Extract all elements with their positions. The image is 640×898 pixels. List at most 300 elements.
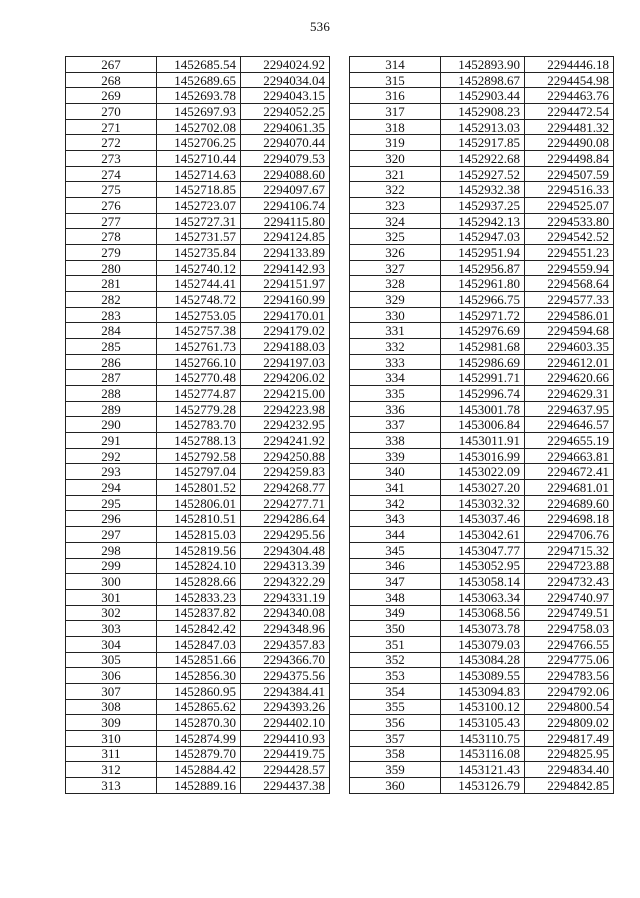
x-coordinate-cell: 1452917.85 [441, 135, 525, 151]
y-coordinate-cell: 2294834.40 [525, 762, 614, 778]
y-coordinate-cell: 2294179.02 [241, 323, 330, 339]
table-row [66, 527, 330, 543]
y-coordinate-cell: 2294603.35 [525, 339, 614, 355]
point-number-cell: 302 [66, 605, 157, 621]
x-coordinate-cell: 1452806.01 [157, 495, 241, 511]
point-number-cell: 300 [66, 574, 157, 590]
table-row [66, 323, 330, 339]
y-coordinate-cell: 2294809.02 [525, 715, 614, 731]
point-number-cell: 289 [66, 401, 157, 417]
y-coordinate-cell: 2294446.18 [525, 57, 614, 73]
point-number-cell: 292 [66, 448, 157, 464]
point-number-cell: 351 [350, 636, 441, 652]
y-coordinate-cell: 2294637.95 [525, 401, 614, 417]
point-number-cell: 279 [66, 245, 157, 261]
y-coordinate-cell: 2294232.95 [241, 417, 330, 433]
table-row [66, 668, 330, 684]
x-coordinate-cell: 1452689.65 [157, 72, 241, 88]
y-coordinate-cell: 2294197.03 [241, 354, 330, 370]
x-coordinate-cell: 1452801.52 [157, 480, 241, 496]
table-row [350, 213, 614, 229]
table-row [350, 182, 614, 198]
table-row [66, 495, 330, 511]
y-coordinate-cell: 2294463.76 [525, 88, 614, 104]
x-coordinate-cell: 1452991.71 [441, 370, 525, 386]
y-coordinate-cell: 2294070.44 [241, 135, 330, 151]
x-coordinate-cell: 1452851.66 [157, 652, 241, 668]
table-row [350, 245, 614, 261]
point-number-cell: 323 [350, 198, 441, 214]
point-number-cell: 339 [350, 448, 441, 464]
point-number-cell: 346 [350, 558, 441, 574]
y-coordinate-cell: 2294481.32 [525, 119, 614, 135]
x-coordinate-cell: 1452961.80 [441, 276, 525, 292]
x-coordinate-cell: 1452947.03 [441, 229, 525, 245]
table-row [350, 276, 614, 292]
y-coordinate-cell: 2294842.85 [525, 777, 614, 793]
x-coordinate-cell: 1452718.85 [157, 182, 241, 198]
point-number-cell: 356 [350, 715, 441, 731]
table-row [66, 542, 330, 558]
y-coordinate-cell: 2294672.41 [525, 464, 614, 480]
y-coordinate-cell: 2294034.04 [241, 72, 330, 88]
x-coordinate-cell: 1452996.74 [441, 386, 525, 402]
table-row [66, 370, 330, 386]
table-row [350, 448, 614, 464]
point-number-cell: 280 [66, 260, 157, 276]
y-coordinate-cell: 2294723.88 [525, 558, 614, 574]
x-coordinate-cell: 1453063.34 [441, 589, 525, 605]
x-coordinate-cell: 1453105.43 [441, 715, 525, 731]
table-row [66, 182, 330, 198]
point-number-cell: 315 [350, 72, 441, 88]
y-coordinate-cell: 2294758.03 [525, 621, 614, 637]
y-coordinate-cell: 2294331.19 [241, 589, 330, 605]
point-number-cell: 305 [66, 652, 157, 668]
x-coordinate-cell: 1453079.03 [441, 636, 525, 652]
y-coordinate-cell: 2294792.06 [525, 683, 614, 699]
y-coordinate-cell: 2294472.54 [525, 104, 614, 120]
table-row [350, 370, 614, 386]
x-coordinate-cell: 1452932.38 [441, 182, 525, 198]
x-coordinate-cell: 1453047.77 [441, 542, 525, 558]
point-number-cell: 336 [350, 401, 441, 417]
point-number-cell: 350 [350, 621, 441, 637]
y-coordinate-cell: 2294817.49 [525, 730, 614, 746]
point-number-cell: 340 [350, 464, 441, 480]
y-coordinate-cell: 2294061.35 [241, 119, 330, 135]
y-coordinate-cell: 2294498.84 [525, 151, 614, 167]
table-row [350, 777, 614, 793]
point-number-cell: 349 [350, 605, 441, 621]
point-number-cell: 321 [350, 166, 441, 182]
y-coordinate-cell: 2294490.08 [525, 135, 614, 151]
point-number-cell: 355 [350, 699, 441, 715]
table-row [350, 417, 614, 433]
point-number-cell: 309 [66, 715, 157, 731]
table-row [66, 448, 330, 464]
y-coordinate-cell: 2294689.60 [525, 495, 614, 511]
y-coordinate-cell: 2294542.52 [525, 229, 614, 245]
point-number-cell: 358 [350, 746, 441, 762]
y-coordinate-cell: 2294286.64 [241, 511, 330, 527]
x-coordinate-cell: 1453126.79 [441, 777, 525, 793]
y-coordinate-cell: 2294568.64 [525, 276, 614, 292]
point-number-cell: 283 [66, 307, 157, 323]
point-number-cell: 333 [350, 354, 441, 370]
point-number-cell: 345 [350, 542, 441, 558]
table-row [66, 119, 330, 135]
table-row [350, 558, 614, 574]
table-row [350, 260, 614, 276]
table-row [66, 198, 330, 214]
x-coordinate-cell: 1453121.43 [441, 762, 525, 778]
table-row [350, 57, 614, 73]
y-coordinate-cell: 2294241.92 [241, 433, 330, 449]
table-row [350, 198, 614, 214]
x-coordinate-cell: 1453084.28 [441, 652, 525, 668]
point-number-cell: 275 [66, 182, 157, 198]
y-coordinate-cell: 2294375.56 [241, 668, 330, 684]
point-number-cell: 286 [66, 354, 157, 370]
x-coordinate-cell: 1453016.99 [441, 448, 525, 464]
x-coordinate-cell: 1452870.30 [157, 715, 241, 731]
y-coordinate-cell: 2294533.80 [525, 213, 614, 229]
table-row [66, 715, 330, 731]
x-coordinate-cell: 1452761.73 [157, 339, 241, 355]
y-coordinate-cell: 2294340.08 [241, 605, 330, 621]
point-number-cell: 298 [66, 542, 157, 558]
y-coordinate-cell: 2294348.96 [241, 621, 330, 637]
table-row [350, 574, 614, 590]
x-coordinate-cell: 1453089.55 [441, 668, 525, 684]
point-number-cell: 342 [350, 495, 441, 511]
y-coordinate-cell: 2294559.94 [525, 260, 614, 276]
point-number-cell: 299 [66, 558, 157, 574]
x-coordinate-cell: 1453100.12 [441, 699, 525, 715]
table-row [66, 746, 330, 762]
table-body-right [350, 57, 614, 794]
y-coordinate-cell: 2294732.43 [525, 574, 614, 590]
x-coordinate-cell: 1452951.94 [441, 245, 525, 261]
point-number-cell: 293 [66, 464, 157, 480]
x-coordinate-cell: 1452702.08 [157, 119, 241, 135]
point-number-cell: 329 [350, 292, 441, 308]
x-coordinate-cell: 1452706.25 [157, 135, 241, 151]
table-row [66, 307, 330, 323]
point-number-cell: 268 [66, 72, 157, 88]
y-coordinate-cell: 2294715.32 [525, 542, 614, 558]
point-number-cell: 354 [350, 683, 441, 699]
point-number-cell: 344 [350, 527, 441, 543]
point-number-cell: 352 [350, 652, 441, 668]
y-coordinate-cell: 2294115.80 [241, 213, 330, 229]
table-row [66, 260, 330, 276]
y-coordinate-cell: 2294706.76 [525, 527, 614, 543]
y-coordinate-cell: 2294825.95 [525, 746, 614, 762]
x-coordinate-cell: 1453037.46 [441, 511, 525, 527]
point-number-cell: 278 [66, 229, 157, 245]
table-row [66, 574, 330, 590]
x-coordinate-cell: 1452714.63 [157, 166, 241, 182]
y-coordinate-cell: 2294043.15 [241, 88, 330, 104]
y-coordinate-cell: 2294295.56 [241, 527, 330, 543]
y-coordinate-cell: 2294620.66 [525, 370, 614, 386]
point-number-cell: 273 [66, 151, 157, 167]
y-coordinate-cell: 2294775.06 [525, 652, 614, 668]
table-row [66, 699, 330, 715]
point-number-cell: 306 [66, 668, 157, 684]
x-coordinate-cell: 1452723.07 [157, 198, 241, 214]
x-coordinate-cell: 1452783.70 [157, 417, 241, 433]
table-row [350, 166, 614, 182]
table-row [66, 104, 330, 120]
point-number-cell: 347 [350, 574, 441, 590]
table-row [66, 166, 330, 182]
x-coordinate-cell: 1452922.68 [441, 151, 525, 167]
x-coordinate-cell: 1452893.90 [441, 57, 525, 73]
y-coordinate-cell: 2294223.98 [241, 401, 330, 417]
point-number-cell: 272 [66, 135, 157, 151]
x-coordinate-cell: 1452847.03 [157, 636, 241, 652]
table-row [66, 621, 330, 637]
x-coordinate-cell: 1452753.05 [157, 307, 241, 323]
x-coordinate-cell: 1452748.72 [157, 292, 241, 308]
y-coordinate-cell: 2294206.02 [241, 370, 330, 386]
y-coordinate-cell: 2294551.23 [525, 245, 614, 261]
table-row [66, 292, 330, 308]
x-coordinate-cell: 1452927.52 [441, 166, 525, 182]
point-number-cell: 276 [66, 198, 157, 214]
table-row [350, 495, 614, 511]
y-coordinate-cell: 2294160.99 [241, 292, 330, 308]
y-coordinate-cell: 2294304.48 [241, 542, 330, 558]
x-coordinate-cell: 1453011.91 [441, 433, 525, 449]
point-number-cell: 327 [350, 260, 441, 276]
table-row [66, 245, 330, 261]
y-coordinate-cell: 2294663.81 [525, 448, 614, 464]
table-row [66, 558, 330, 574]
y-coordinate-cell: 2294516.33 [525, 182, 614, 198]
table-row [66, 401, 330, 417]
point-number-cell: 310 [66, 730, 157, 746]
point-number-cell: 353 [350, 668, 441, 684]
table-row [350, 229, 614, 245]
x-coordinate-cell: 1453032.32 [441, 495, 525, 511]
x-coordinate-cell: 1452740.12 [157, 260, 241, 276]
y-coordinate-cell: 2294698.18 [525, 511, 614, 527]
table-row [66, 730, 330, 746]
coordinates-table-right [349, 56, 614, 794]
x-coordinate-cell: 1452981.68 [441, 339, 525, 355]
point-number-cell: 334 [350, 370, 441, 386]
y-coordinate-cell: 2294594.68 [525, 323, 614, 339]
point-number-cell: 297 [66, 527, 157, 543]
table-row [66, 480, 330, 496]
x-coordinate-cell: 1453073.78 [441, 621, 525, 637]
point-number-cell: 326 [350, 245, 441, 261]
y-coordinate-cell: 2294259.83 [241, 464, 330, 480]
y-coordinate-cell: 2294612.01 [525, 354, 614, 370]
x-coordinate-cell: 1452693.78 [157, 88, 241, 104]
table-row [66, 276, 330, 292]
y-coordinate-cell: 2294133.89 [241, 245, 330, 261]
x-coordinate-cell: 1452898.67 [441, 72, 525, 88]
point-number-cell: 357 [350, 730, 441, 746]
y-coordinate-cell: 2294142.93 [241, 260, 330, 276]
x-coordinate-cell: 1453110.75 [441, 730, 525, 746]
point-number-cell: 330 [350, 307, 441, 323]
page-number: 536 [309, 19, 331, 34]
x-coordinate-cell: 1453006.84 [441, 417, 525, 433]
y-coordinate-cell: 2294740.97 [525, 589, 614, 605]
x-coordinate-cell: 1452942.13 [441, 213, 525, 229]
table-row [66, 762, 330, 778]
x-coordinate-cell: 1452874.99 [157, 730, 241, 746]
x-coordinate-cell: 1452937.25 [441, 198, 525, 214]
x-coordinate-cell: 1452757.38 [157, 323, 241, 339]
y-coordinate-cell: 2294783.56 [525, 668, 614, 684]
y-coordinate-cell: 2294428.57 [241, 762, 330, 778]
table-row [66, 605, 330, 621]
x-coordinate-cell: 1453116.08 [441, 746, 525, 762]
point-number-cell: 303 [66, 621, 157, 637]
table-row [350, 151, 614, 167]
x-coordinate-cell: 1452860.95 [157, 683, 241, 699]
point-number-cell: 308 [66, 699, 157, 715]
x-coordinate-cell: 1452976.69 [441, 323, 525, 339]
x-coordinate-cell: 1452908.23 [441, 104, 525, 120]
y-coordinate-cell: 2294277.71 [241, 495, 330, 511]
table-row [350, 323, 614, 339]
table-row [66, 589, 330, 605]
x-coordinate-cell: 1452810.51 [157, 511, 241, 527]
x-coordinate-cell: 1453001.78 [441, 401, 525, 417]
point-number-cell: 335 [350, 386, 441, 402]
y-coordinate-cell: 2294681.01 [525, 480, 614, 496]
x-coordinate-cell: 1452828.66 [157, 574, 241, 590]
x-coordinate-cell: 1452770.48 [157, 370, 241, 386]
point-number-cell: 328 [350, 276, 441, 292]
point-number-cell: 311 [66, 746, 157, 762]
table-row [66, 229, 330, 245]
table-row [350, 119, 614, 135]
y-coordinate-cell: 2294188.03 [241, 339, 330, 355]
point-number-cell: 341 [350, 480, 441, 496]
x-coordinate-cell: 1452865.62 [157, 699, 241, 715]
y-coordinate-cell: 2294437.38 [241, 777, 330, 793]
table-row [66, 151, 330, 167]
x-coordinate-cell: 1452788.13 [157, 433, 241, 449]
x-coordinate-cell: 1452971.72 [441, 307, 525, 323]
x-coordinate-cell: 1452903.44 [441, 88, 525, 104]
y-coordinate-cell: 2294024.92 [241, 57, 330, 73]
table-row [350, 746, 614, 762]
table-row [66, 72, 330, 88]
point-number-cell: 316 [350, 88, 441, 104]
x-coordinate-cell: 1452833.23 [157, 589, 241, 605]
table-row [350, 135, 614, 151]
x-coordinate-cell: 1452879.70 [157, 746, 241, 762]
table-row [350, 699, 614, 715]
table-row [350, 292, 614, 308]
table-row [350, 307, 614, 323]
y-coordinate-cell: 2294419.75 [241, 746, 330, 762]
y-coordinate-cell: 2294151.97 [241, 276, 330, 292]
point-number-cell: 267 [66, 57, 157, 73]
x-coordinate-cell: 1452766.10 [157, 354, 241, 370]
x-coordinate-cell: 1452815.03 [157, 527, 241, 543]
table-row [66, 683, 330, 699]
x-coordinate-cell: 1452797.04 [157, 464, 241, 480]
table-body-left [66, 57, 330, 794]
point-number-cell: 285 [66, 339, 157, 355]
point-number-cell: 319 [350, 135, 441, 151]
table-row [350, 621, 614, 637]
x-coordinate-cell: 1453068.56 [441, 605, 525, 621]
x-coordinate-cell: 1452779.28 [157, 401, 241, 417]
y-coordinate-cell: 2294507.59 [525, 166, 614, 182]
table-row [66, 464, 330, 480]
table-row [350, 480, 614, 496]
table-row [350, 762, 614, 778]
point-number-cell: 313 [66, 777, 157, 793]
y-coordinate-cell: 2294655.19 [525, 433, 614, 449]
point-number-cell: 312 [66, 762, 157, 778]
point-number-cell: 269 [66, 88, 157, 104]
y-coordinate-cell: 2294250.88 [241, 448, 330, 464]
y-coordinate-cell: 2294577.33 [525, 292, 614, 308]
y-coordinate-cell: 2294366.70 [241, 652, 330, 668]
point-number-cell: 271 [66, 119, 157, 135]
point-number-cell: 288 [66, 386, 157, 402]
table-row [350, 730, 614, 746]
table-row [350, 636, 614, 652]
y-coordinate-cell: 2294646.57 [525, 417, 614, 433]
point-number-cell: 331 [350, 323, 441, 339]
x-coordinate-cell: 1452856.30 [157, 668, 241, 684]
table-row [350, 354, 614, 370]
x-coordinate-cell: 1453052.95 [441, 558, 525, 574]
point-number-cell: 317 [350, 104, 441, 120]
x-coordinate-cell: 1452744.41 [157, 276, 241, 292]
point-number-cell: 348 [350, 589, 441, 605]
point-number-cell: 307 [66, 683, 157, 699]
table-row [350, 339, 614, 355]
y-coordinate-cell: 2294586.01 [525, 307, 614, 323]
point-number-cell: 322 [350, 182, 441, 198]
x-coordinate-cell: 1452824.10 [157, 558, 241, 574]
x-coordinate-cell: 1452842.42 [157, 621, 241, 637]
table-row [350, 527, 614, 543]
y-coordinate-cell: 2294525.07 [525, 198, 614, 214]
y-coordinate-cell: 2294079.53 [241, 151, 330, 167]
y-coordinate-cell: 2294357.83 [241, 636, 330, 652]
point-number-cell: 337 [350, 417, 441, 433]
x-coordinate-cell: 1452837.82 [157, 605, 241, 621]
x-coordinate-cell: 1452727.31 [157, 213, 241, 229]
point-number-cell: 301 [66, 589, 157, 605]
table-row [350, 715, 614, 731]
x-coordinate-cell: 1452819.56 [157, 542, 241, 558]
x-coordinate-cell: 1452685.54 [157, 57, 241, 73]
x-coordinate-cell: 1452774.87 [157, 386, 241, 402]
y-coordinate-cell: 2294052.25 [241, 104, 330, 120]
table-row [66, 135, 330, 151]
y-coordinate-cell: 2294268.77 [241, 480, 330, 496]
y-coordinate-cell: 2294766.55 [525, 636, 614, 652]
y-coordinate-cell: 2294097.67 [241, 182, 330, 198]
